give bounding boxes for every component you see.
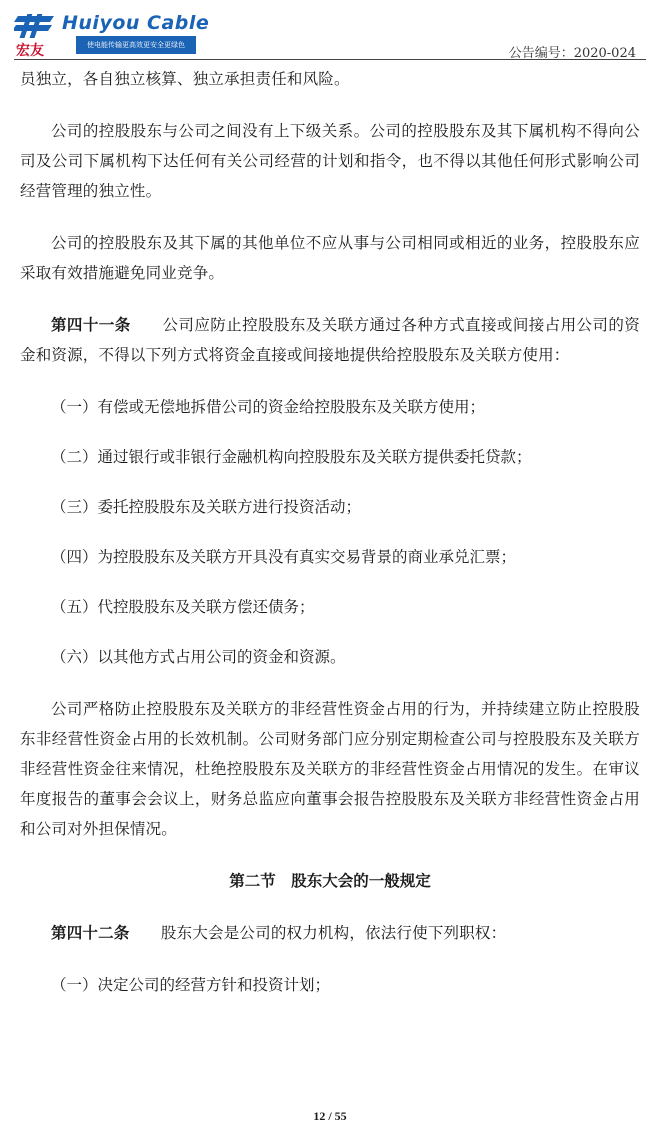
document-number: 公告编号：2020-024 <box>508 46 636 61</box>
section-title: 第二节 股东大会的一般规定 <box>229 872 431 890</box>
paragraph: 公司的控股股东及其下属的其他单位不应从事与公司相同或相近的业务，控股股东应采取有效措施避免同业竞争。 <box>20 234 640 282</box>
company-logo <box>14 12 210 59</box>
page-number: 12 / 55 <box>313 1109 347 1123</box>
list-item: （一）有偿或无偿地拆借公司的资金给控股股东及关联方使用； <box>51 398 486 416</box>
page-header <box>0 0 660 62</box>
article-41 <box>20 310 640 370</box>
header-divider <box>14 59 646 60</box>
article-42 <box>20 918 640 948</box>
paragraph: 公司严格防止控股股东及关联方的非经营性资金占用的行为，并持续建立防止控股股东非经营性资金占用的长效机制。公司财务部门应分别定期检查公司与控股股东及关联方非经营性资金往来情况，杜绝控股股东及关联方的非经营性资金占用情况的发生。在审议年度报告的董事会会议上，财务总监应向董事会报告控股股东及关联方非经营性资金占用和公司对外担保情况。 <box>20 700 640 838</box>
logo-chinese-name: 宏友 <box>16 43 44 59</box>
logo-slogan: 使电能传输更高效更安全更绿色 <box>76 36 196 54</box>
list-item: （四）为控股股东及关联方开具没有真实交易背景的商业承兑汇票； <box>51 548 517 566</box>
article-label: 第四十一条 <box>51 316 131 334</box>
list-item: （二）通过银行或非银行金融机构向控股股东及关联方提供委托贷款； <box>51 448 532 466</box>
article-label: 第四十二条 <box>51 924 130 942</box>
list-item: （五）代控股股东及关联方偿还债务； <box>51 598 315 616</box>
paragraph: 员独立，各自独立核算、独立承担责任和风险。 <box>20 70 350 88</box>
article-text: 公司应防止控股股东及关联方通过各种方式直接或间接占用公司的资金和资源，不得以下列方式将资金直接或间接地提供给控股股东及关联方使用： <box>20 316 640 364</box>
list-item: （三）委托控股股东及关联方进行投资活动； <box>51 498 362 516</box>
paragraph: 公司的控股股东与公司之间没有上下级关系。公司的控股股东及其下属机构不得向公司及公司下属机构下达任何有关公司经营的计划和指令，也不得以其他任何形式影响公司经营管理的独立性。 <box>20 122 640 200</box>
logo-brand-name: Huiyou Cable <box>62 12 210 34</box>
article-text: 股东大会是公司的权力机构，依法行使下列职权： <box>160 924 507 942</box>
document-body <box>20 64 640 1000</box>
list-item: （六）以其他方式占用公司的资金和资源。 <box>51 648 346 666</box>
list-item: （一）决定公司的经营方针和投资计划； <box>51 976 331 994</box>
